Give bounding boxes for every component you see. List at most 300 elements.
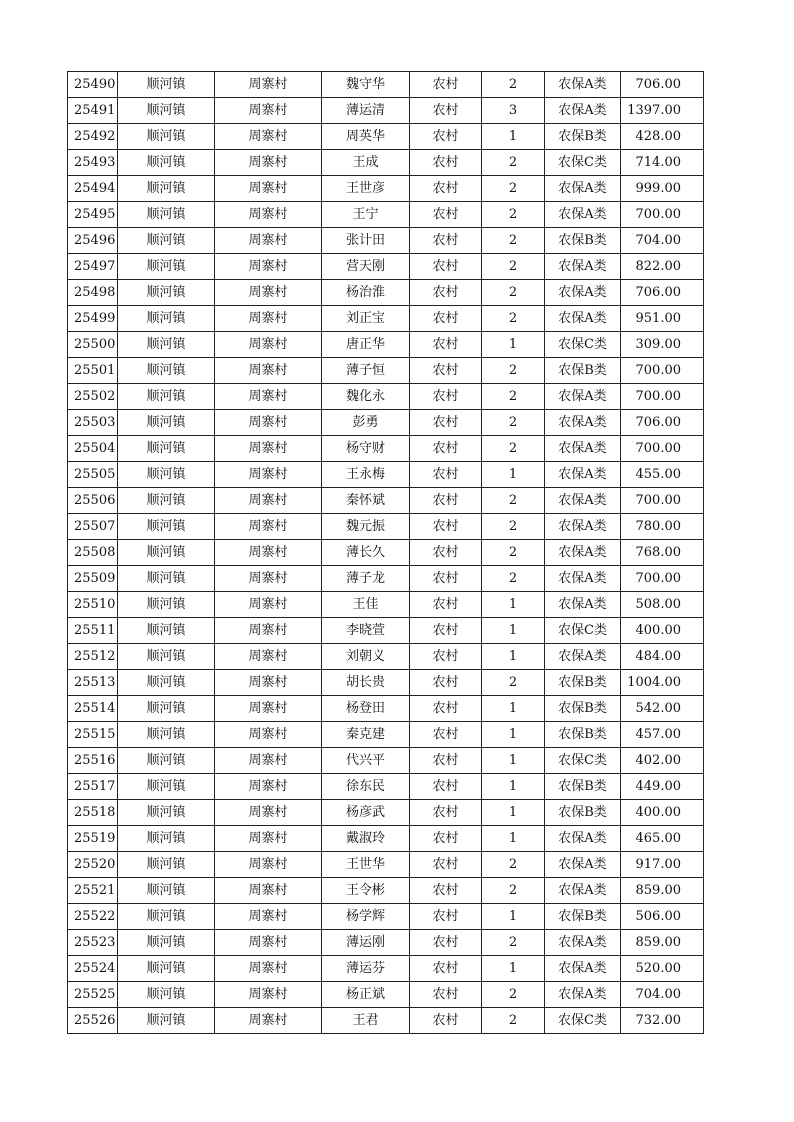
cell-town: 顺河镇 [118, 436, 215, 462]
table-row [68, 852, 704, 878]
cell-name: 张计田 [322, 228, 410, 254]
table-row [68, 228, 704, 254]
cell-town: 顺河镇 [118, 280, 215, 306]
cell-village: 周寨村 [215, 332, 322, 358]
cell-amount: 714.00 [621, 150, 704, 176]
table-row [68, 982, 704, 1008]
cell-id: 25501 [68, 358, 118, 384]
cell-type: 农村 [410, 176, 482, 202]
cell-id: 25519 [68, 826, 118, 852]
table-row [68, 774, 704, 800]
cell-name: 彭勇 [322, 410, 410, 436]
cell-name: 杨治淮 [322, 280, 410, 306]
cell-town: 顺河镇 [118, 228, 215, 254]
cell-village: 周寨村 [215, 124, 322, 150]
cell-category: 农保B类 [545, 774, 621, 800]
cell-category: 农保B类 [545, 800, 621, 826]
cell-category: 农保A类 [545, 982, 621, 1008]
cell-id: 25526 [68, 1008, 118, 1034]
table-row [68, 124, 704, 150]
cell-category: 农保A类 [545, 592, 621, 618]
cell-name: 戴淑玲 [322, 826, 410, 852]
cell-id: 25496 [68, 228, 118, 254]
table-row [68, 488, 704, 514]
cell-village: 周寨村 [215, 384, 322, 410]
cell-name: 薄子恒 [322, 358, 410, 384]
cell-persons: 1 [482, 800, 545, 826]
cell-type: 农村 [410, 774, 482, 800]
cell-id: 25521 [68, 878, 118, 904]
cell-amount: 428.00 [621, 124, 704, 150]
cell-town: 顺河镇 [118, 722, 215, 748]
cell-id: 25500 [68, 332, 118, 358]
cell-type: 农村 [410, 514, 482, 540]
cell-id: 25511 [68, 618, 118, 644]
cell-id: 25490 [68, 72, 118, 98]
cell-town: 顺河镇 [118, 384, 215, 410]
table-row [68, 878, 704, 904]
cell-amount: 455.00 [621, 462, 704, 488]
cell-id: 25513 [68, 670, 118, 696]
cell-category: 农保A类 [545, 436, 621, 462]
cell-category: 农保A类 [545, 566, 621, 592]
cell-id: 25498 [68, 280, 118, 306]
cell-village: 周寨村 [215, 904, 322, 930]
cell-village: 周寨村 [215, 72, 322, 98]
cell-town: 顺河镇 [118, 904, 215, 930]
cell-id: 25497 [68, 254, 118, 280]
cell-persons: 1 [482, 592, 545, 618]
cell-persons: 2 [482, 982, 545, 1008]
cell-town: 顺河镇 [118, 982, 215, 1008]
cell-persons: 1 [482, 722, 545, 748]
cell-persons: 2 [482, 670, 545, 696]
cell-persons: 2 [482, 280, 545, 306]
cell-type: 农村 [410, 410, 482, 436]
cell-town: 顺河镇 [118, 826, 215, 852]
table-body [68, 72, 704, 1034]
cell-town: 顺河镇 [118, 358, 215, 384]
cell-category: 农保B类 [545, 124, 621, 150]
cell-town: 顺河镇 [118, 852, 215, 878]
cell-amount: 484.00 [621, 644, 704, 670]
cell-category: 农保C类 [545, 1008, 621, 1034]
table-row [68, 540, 704, 566]
table-row [68, 800, 704, 826]
cell-village: 周寨村 [215, 956, 322, 982]
cell-persons: 2 [482, 930, 545, 956]
cell-persons: 1 [482, 696, 545, 722]
table-row [68, 670, 704, 696]
cell-id: 25502 [68, 384, 118, 410]
cell-name: 薄运刚 [322, 930, 410, 956]
cell-name: 王世彦 [322, 176, 410, 202]
cell-village: 周寨村 [215, 748, 322, 774]
table-row [68, 280, 704, 306]
cell-category: 农保A类 [545, 462, 621, 488]
cell-category: 农保B类 [545, 696, 621, 722]
cell-amount: 999.00 [621, 176, 704, 202]
cell-category: 农保A类 [545, 852, 621, 878]
cell-town: 顺河镇 [118, 800, 215, 826]
cell-type: 农村 [410, 488, 482, 514]
cell-town: 顺河镇 [118, 98, 215, 124]
cell-persons: 2 [482, 254, 545, 280]
cell-persons: 2 [482, 176, 545, 202]
table-row [68, 176, 704, 202]
cell-id: 25491 [68, 98, 118, 124]
cell-name: 代兴平 [322, 748, 410, 774]
table-row [68, 72, 704, 98]
cell-id: 25512 [68, 644, 118, 670]
cell-amount: 1397.00 [621, 98, 704, 124]
cell-category: 农保A类 [545, 280, 621, 306]
cell-amount: 400.00 [621, 800, 704, 826]
cell-id: 25514 [68, 696, 118, 722]
cell-category: 农保A类 [545, 488, 621, 514]
cell-village: 周寨村 [215, 592, 322, 618]
cell-category: 农保A类 [545, 176, 621, 202]
cell-category: 农保C类 [545, 332, 621, 358]
cell-name: 营天刚 [322, 254, 410, 280]
cell-village: 周寨村 [215, 280, 322, 306]
cell-amount: 465.00 [621, 826, 704, 852]
cell-amount: 822.00 [621, 254, 704, 280]
cell-persons: 3 [482, 98, 545, 124]
cell-id: 25515 [68, 722, 118, 748]
table-row [68, 254, 704, 280]
cell-type: 农村 [410, 228, 482, 254]
cell-town: 顺河镇 [118, 930, 215, 956]
cell-type: 农村 [410, 436, 482, 462]
cell-type: 农村 [410, 98, 482, 124]
cell-amount: 706.00 [621, 280, 704, 306]
cell-persons: 1 [482, 332, 545, 358]
cell-name: 徐东民 [322, 774, 410, 800]
cell-town: 顺河镇 [118, 514, 215, 540]
cell-persons: 1 [482, 462, 545, 488]
cell-type: 农村 [410, 618, 482, 644]
cell-persons: 1 [482, 644, 545, 670]
cell-id: 25520 [68, 852, 118, 878]
cell-persons: 2 [482, 514, 545, 540]
cell-town: 顺河镇 [118, 748, 215, 774]
table-row [68, 514, 704, 540]
cell-persons: 2 [482, 306, 545, 332]
cell-category: 农保A类 [545, 384, 621, 410]
cell-type: 农村 [410, 202, 482, 228]
cell-amount: 400.00 [621, 618, 704, 644]
cell-persons: 2 [482, 1008, 545, 1034]
table-row [68, 410, 704, 436]
cell-category: 农保B类 [545, 358, 621, 384]
cell-town: 顺河镇 [118, 150, 215, 176]
cell-persons: 1 [482, 774, 545, 800]
cell-category: 农保A类 [545, 98, 621, 124]
cell-amount: 457.00 [621, 722, 704, 748]
records-table [67, 71, 704, 1034]
cell-persons: 1 [482, 826, 545, 852]
cell-amount: 449.00 [621, 774, 704, 800]
table-row [68, 644, 704, 670]
cell-id: 25525 [68, 982, 118, 1008]
cell-amount: 732.00 [621, 1008, 704, 1034]
cell-amount: 700.00 [621, 358, 704, 384]
cell-category: 农保A类 [545, 826, 621, 852]
cell-name: 杨学辉 [322, 904, 410, 930]
cell-amount: 309.00 [621, 332, 704, 358]
cell-id: 25508 [68, 540, 118, 566]
cell-name: 王君 [322, 1008, 410, 1034]
table-row [68, 904, 704, 930]
cell-type: 农村 [410, 150, 482, 176]
cell-id: 25523 [68, 930, 118, 956]
cell-village: 周寨村 [215, 566, 322, 592]
cell-amount: 704.00 [621, 228, 704, 254]
cell-type: 农村 [410, 722, 482, 748]
cell-town: 顺河镇 [118, 306, 215, 332]
cell-name: 薄长久 [322, 540, 410, 566]
cell-village: 周寨村 [215, 98, 322, 124]
cell-town: 顺河镇 [118, 774, 215, 800]
cell-name: 薄运芬 [322, 956, 410, 982]
cell-village: 周寨村 [215, 878, 322, 904]
cell-town: 顺河镇 [118, 124, 215, 150]
cell-village: 周寨村 [215, 800, 322, 826]
cell-town: 顺河镇 [118, 696, 215, 722]
cell-amount: 506.00 [621, 904, 704, 930]
cell-type: 农村 [410, 254, 482, 280]
cell-name: 薄运清 [322, 98, 410, 124]
cell-type: 农村 [410, 540, 482, 566]
cell-type: 农村 [410, 956, 482, 982]
table-row [68, 566, 704, 592]
cell-town: 顺河镇 [118, 566, 215, 592]
cell-town: 顺河镇 [118, 254, 215, 280]
cell-village: 周寨村 [215, 176, 322, 202]
cell-type: 农村 [410, 358, 482, 384]
cell-type: 农村 [410, 878, 482, 904]
cell-village: 周寨村 [215, 930, 322, 956]
cell-amount: 700.00 [621, 202, 704, 228]
cell-type: 农村 [410, 280, 482, 306]
cell-category: 农保B类 [545, 722, 621, 748]
cell-town: 顺河镇 [118, 1008, 215, 1034]
cell-type: 农村 [410, 332, 482, 358]
cell-category: 农保A类 [545, 514, 621, 540]
cell-village: 周寨村 [215, 982, 322, 1008]
cell-amount: 768.00 [621, 540, 704, 566]
table-row [68, 384, 704, 410]
cell-amount: 706.00 [621, 410, 704, 436]
cell-village: 周寨村 [215, 618, 322, 644]
cell-persons: 1 [482, 748, 545, 774]
cell-category: 农保A类 [545, 410, 621, 436]
cell-persons: 2 [482, 228, 545, 254]
cell-village: 周寨村 [215, 852, 322, 878]
cell-type: 农村 [410, 592, 482, 618]
cell-persons: 1 [482, 904, 545, 930]
cell-persons: 2 [482, 202, 545, 228]
table-row [68, 332, 704, 358]
cell-id: 25517 [68, 774, 118, 800]
cell-id: 25492 [68, 124, 118, 150]
cell-amount: 508.00 [621, 592, 704, 618]
cell-village: 周寨村 [215, 202, 322, 228]
cell-name: 杨正斌 [322, 982, 410, 1008]
cell-name: 王佳 [322, 592, 410, 618]
cell-amount: 700.00 [621, 488, 704, 514]
cell-persons: 2 [482, 852, 545, 878]
cell-village: 周寨村 [215, 722, 322, 748]
cell-category: 农保A类 [545, 72, 621, 98]
cell-village: 周寨村 [215, 306, 322, 332]
cell-category: 农保A类 [545, 254, 621, 280]
cell-name: 杨登田 [322, 696, 410, 722]
cell-type: 农村 [410, 566, 482, 592]
table-row [68, 98, 704, 124]
cell-type: 农村 [410, 384, 482, 410]
cell-name: 王成 [322, 150, 410, 176]
cell-village: 周寨村 [215, 514, 322, 540]
cell-village: 周寨村 [215, 150, 322, 176]
table-row [68, 1008, 704, 1034]
cell-category: 农保A类 [545, 878, 621, 904]
cell-id: 25524 [68, 956, 118, 982]
table-row [68, 150, 704, 176]
cell-category: 农保C类 [545, 748, 621, 774]
cell-persons: 2 [482, 436, 545, 462]
cell-type: 农村 [410, 696, 482, 722]
cell-type: 农村 [410, 462, 482, 488]
cell-name: 周英华 [322, 124, 410, 150]
cell-amount: 859.00 [621, 930, 704, 956]
cell-village: 周寨村 [215, 462, 322, 488]
cell-name: 杨守财 [322, 436, 410, 462]
cell-type: 农村 [410, 1008, 482, 1034]
cell-village: 周寨村 [215, 410, 322, 436]
cell-village: 周寨村 [215, 540, 322, 566]
table-row [68, 826, 704, 852]
cell-type: 农村 [410, 904, 482, 930]
table-row [68, 306, 704, 332]
cell-town: 顺河镇 [118, 202, 215, 228]
cell-id: 25493 [68, 150, 118, 176]
cell-town: 顺河镇 [118, 176, 215, 202]
cell-name: 王令彬 [322, 878, 410, 904]
cell-id: 25494 [68, 176, 118, 202]
cell-town: 顺河镇 [118, 592, 215, 618]
cell-persons: 2 [482, 384, 545, 410]
cell-village: 周寨村 [215, 228, 322, 254]
cell-name: 刘朝义 [322, 644, 410, 670]
cell-category: 农保A类 [545, 956, 621, 982]
cell-village: 周寨村 [215, 644, 322, 670]
cell-village: 周寨村 [215, 774, 322, 800]
cell-town: 顺河镇 [118, 72, 215, 98]
cell-id: 25503 [68, 410, 118, 436]
cell-amount: 704.00 [621, 982, 704, 1008]
cell-name: 杨彦武 [322, 800, 410, 826]
cell-town: 顺河镇 [118, 488, 215, 514]
cell-type: 农村 [410, 982, 482, 1008]
cell-name: 秦克建 [322, 722, 410, 748]
cell-persons: 2 [482, 878, 545, 904]
cell-persons: 2 [482, 358, 545, 384]
cell-village: 周寨村 [215, 670, 322, 696]
cell-name: 薄子龙 [322, 566, 410, 592]
cell-town: 顺河镇 [118, 956, 215, 982]
cell-type: 农村 [410, 124, 482, 150]
cell-town: 顺河镇 [118, 644, 215, 670]
cell-id: 25518 [68, 800, 118, 826]
cell-town: 顺河镇 [118, 670, 215, 696]
cell-id: 25507 [68, 514, 118, 540]
cell-amount: 402.00 [621, 748, 704, 774]
cell-persons: 2 [482, 72, 545, 98]
cell-name: 王永梅 [322, 462, 410, 488]
cell-id: 25509 [68, 566, 118, 592]
cell-amount: 700.00 [621, 436, 704, 462]
table-row [68, 930, 704, 956]
cell-town: 顺河镇 [118, 618, 215, 644]
cell-type: 农村 [410, 748, 482, 774]
cell-id: 25499 [68, 306, 118, 332]
cell-type: 农村 [410, 826, 482, 852]
cell-village: 周寨村 [215, 696, 322, 722]
cell-name: 唐正华 [322, 332, 410, 358]
cell-persons: 2 [482, 150, 545, 176]
table-row [68, 462, 704, 488]
table-row [68, 358, 704, 384]
cell-town: 顺河镇 [118, 410, 215, 436]
cell-village: 周寨村 [215, 1008, 322, 1034]
cell-type: 农村 [410, 72, 482, 98]
cell-category: 农保B类 [545, 228, 621, 254]
cell-town: 顺河镇 [118, 878, 215, 904]
cell-category: 农保A类 [545, 306, 621, 332]
cell-category: 农保A类 [545, 540, 621, 566]
cell-type: 农村 [410, 644, 482, 670]
cell-category: 农保A类 [545, 202, 621, 228]
cell-name: 魏化永 [322, 384, 410, 410]
cell-town: 顺河镇 [118, 540, 215, 566]
cell-name: 刘正宝 [322, 306, 410, 332]
cell-type: 农村 [410, 800, 482, 826]
cell-amount: 859.00 [621, 878, 704, 904]
cell-name: 王宁 [322, 202, 410, 228]
cell-name: 魏守华 [322, 72, 410, 98]
table-row [68, 618, 704, 644]
cell-amount: 951.00 [621, 306, 704, 332]
table-row [68, 696, 704, 722]
cell-amount: 780.00 [621, 514, 704, 540]
cell-village: 周寨村 [215, 358, 322, 384]
table-row [68, 202, 704, 228]
cell-persons: 2 [482, 488, 545, 514]
cell-category: 农保A类 [545, 644, 621, 670]
table-row [68, 748, 704, 774]
cell-id: 25510 [68, 592, 118, 618]
cell-type: 农村 [410, 852, 482, 878]
cell-persons: 1 [482, 124, 545, 150]
cell-id: 25522 [68, 904, 118, 930]
cell-amount: 1004.00 [621, 670, 704, 696]
cell-persons: 1 [482, 618, 545, 644]
table-row [68, 592, 704, 618]
cell-village: 周寨村 [215, 436, 322, 462]
cell-persons: 2 [482, 540, 545, 566]
